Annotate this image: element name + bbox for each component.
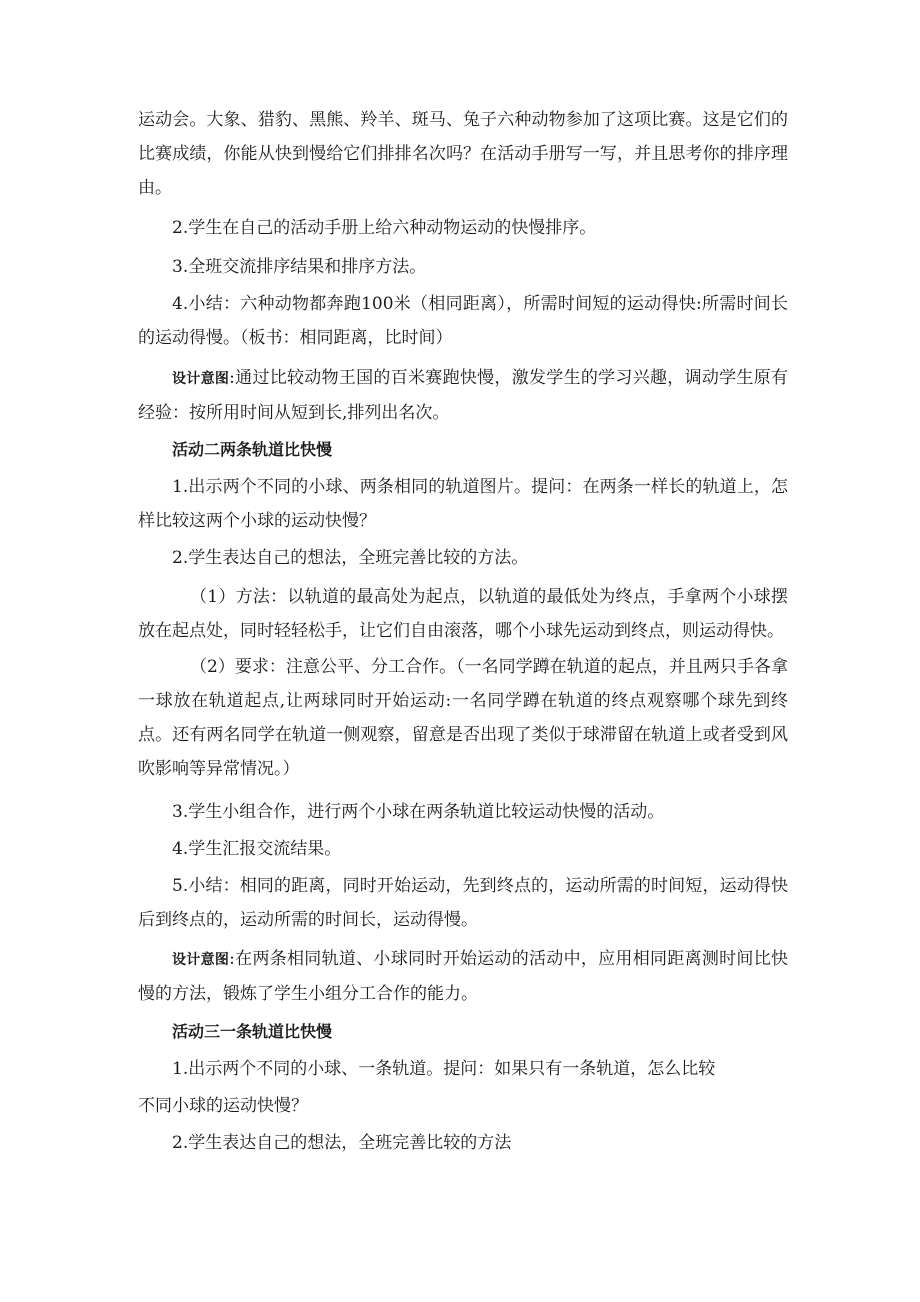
heading-activity-3: 活动三一条轨道比快慢 (172, 1022, 333, 1041)
paragraph-step-3: 3.全班交流排序结果和排序方法。 (172, 257, 427, 277)
design-intent-text: :在两条相同轨道、小球同时开始运动的活动中，应用相同距离测时间比快慢的方法，锻炼了学生小组分工合作的能力。 (138, 949, 788, 1004)
paragraph-a2-summary: 5.小结：相同的距离，同时开始运动，先到终点的，运动所需的时间短，运动得快后到终点的，运动所需的时间长，运动得慢。 (138, 876, 788, 930)
paragraph-summary-1: 4.小结：六种动物都奔跑100米（相同距离），所需时间短的运动得快:所需时间长的运动得慢。（板书：相同距离，比时间） (138, 294, 788, 348)
paragraph-intro-continued: 运动会。大象、猎豹、黑熊、羚羊、斑马、兔子六种动物参加了这项比赛。这是它们的比赛成绩，你能从快到慢给它们排排名次吗？在活动手册写一写，并且思考你的排序理由。 (138, 110, 788, 198)
paragraph-a3-step-2: 2.学生表达自己的想法，全班完善比较的方法 (172, 1133, 512, 1153)
heading-activity-2: 活动二两条轨道比快慢 (172, 440, 333, 459)
design-intent-label: 设计意图 (172, 952, 230, 968)
paragraph-design-intent-1 (138, 361, 788, 430)
paragraph-a3-step-1-line-2: 不同小球的运动快慢？ (138, 1096, 308, 1116)
paragraph-design-intent-2 (138, 942, 788, 1011)
paragraph-a2-step-2: 2.学生表达自己的想法，全班完善比较的方法。 (172, 548, 529, 568)
paragraph-step-2: 2.学生在自己的活动手册上给六种动物运动的快慢排序。 (172, 218, 597, 238)
design-intent-label: 设计意图 (172, 371, 230, 387)
paragraph-a2-requirements: （2）要求：注意公平、分工合作。（一名同学蹲在轨道的起点，并且两只手各拿一球放在轨道起点,让两球同时开始运动:一名同学蹲在轨道的终点观察哪个球先到终点。还有两名同学在轨道一侧观察，留意是否出现了类似于球滞留在轨道上或者受到风吹影响等异常情况。） (138, 657, 788, 779)
paragraph-a3-step-1-line-1: 1.出示两个不同的小球、一条轨道。提问：如果只有一条轨道，怎么比较 (172, 1059, 716, 1079)
design-intent-text: :通过比较动物王国的百米赛跑快慢，激发学生的学习兴趣，调动学生原有经验：按所用时间从短到长,排列出名次。 (138, 368, 788, 423)
paragraph-a2-method: （1）方法：以轨道的最高处为起点，以轨道的最低处为终点，手拿两个小球摆放在起点处，同时轻轻松手，让它们自由滚落，哪个小球先运动到终点，则运动得快。 (138, 587, 788, 641)
paragraph-a2-step-4: 4.学生汇报交流结果。 (172, 839, 342, 859)
paragraph-a2-step-3: 3.学生小组合作，进行两个小球在两条轨道比较运动快慢的活动。 (172, 802, 665, 822)
paragraph-a2-step-1: 1.出示两个不同的小球、两条相同的轨道图片。提问：在两条一样长的轨道上，怎样比较这两个小球的运动快慢？ (138, 477, 788, 531)
